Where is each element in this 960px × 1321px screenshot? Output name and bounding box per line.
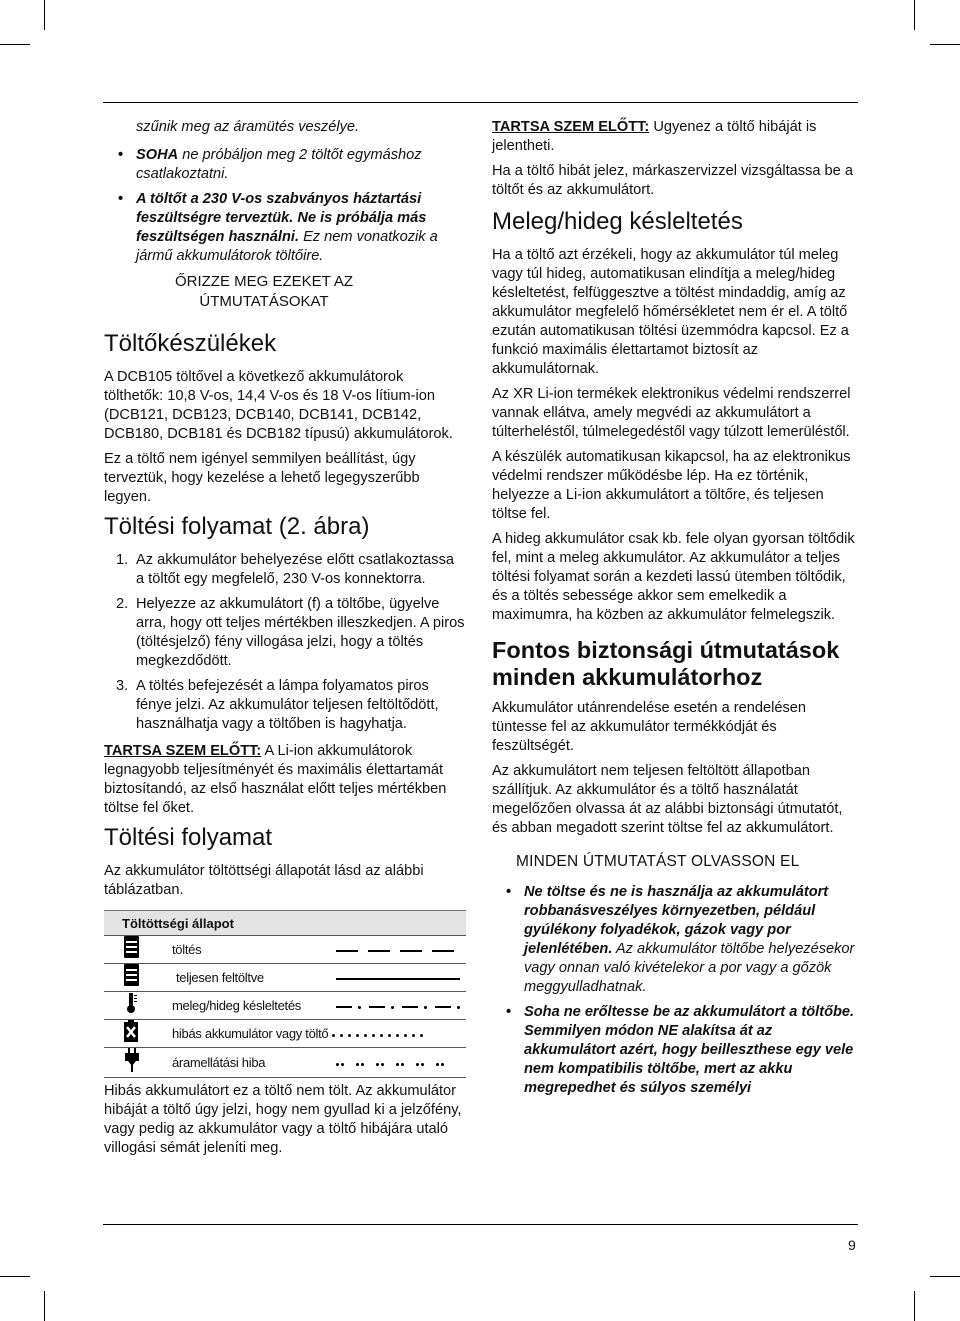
crop-mark [930,44,960,45]
list-item: • Soha ne erőltesse be az akkumulátort a töltőbe. Semmilyen módon NE alakítsa át az akkumulátort azért, hogy beilleszthese egy vele nem kompatibilis töltőbe, mert az akku megrepedhet és súlyos személyi [504,1003,858,1098]
status-label: meleg/hideg késleltetés [172,992,336,1020]
delay-paragraph: A készülék automatikusan kikapcsol, ha az elektronikus védelmi rendszer működésbe lép. Ha ez történik, helyezze a Li-ion akkumulátort a töltőre, és teljesen töltse fel. [492,449,851,522]
charging-procedure-fig-heading: Töltési folyamat (2. ábra) [104,513,370,540]
step-item: 3. A töltés befejezését a lámpa folyamatos piros fénye jelzi. Az akkumulátor teljesen feltöltődött, használhatja vagy a töltőben is hagyhatja. [116,678,439,732]
status-label: töltés [172,936,336,964]
crop-mark [0,1276,30,1277]
status-label: hibás akkumulátor vagy töltő [172,1020,336,1048]
crop-mark [44,1291,45,1321]
left-column [104,118,466,1164]
crop-mark [44,0,45,30]
crop-mark [930,1276,960,1277]
crop-mark [914,0,915,30]
charging-procedure-paragraph: Az akkumulátor töltöttségi állapotát lásd az alábbi táblázatban. [104,863,424,898]
note-paragraph: TARTSA SZEM ELŐTT: Ugyenez a töltő hibáját is jelentheti. [492,119,817,154]
delay-paragraph: Az XR Li-ion termékek elektronikus védelmi rendszerrel vannak ellátva, amely megvédi az akkumulátort a túlterheléstől, túlmelegedéstől vagy túlzott lemerüléstől. [492,386,851,440]
charge-status-table [104,910,466,1078]
table-row [104,936,466,964]
status-label: áramellátási hiba [172,1048,336,1078]
note-label: TARTSA SZEM ELŐTT: [492,119,650,135]
list-item: • SOHA ne próbáljon meg 2 töltőt egymáshoz csatlakoztatni. [116,146,466,184]
note-paragraph: TARTSA SZEM ELŐTT: A Li-ion akkumulátorok legnagyobb teljesítményét és maximális élettartamát biztosítandó, az első használat előtt teljes mértékben töltse fel őket. [104,743,447,816]
charging-procedure-heading: Töltési folyamat [104,824,273,851]
battery-charging-icon [124,936,139,958]
right-column [492,118,858,1104]
table-row [104,992,466,1020]
step-item: 2. Helyezze az akkumulátort (f) a töltőbe, ügyelve arra, hogy ott teljes mértékben illeszkedjen. A piros (töltésjelző) fény villogása jelzi, hogy a töltés megkezdődött. [116,596,465,669]
solid-pattern [336,969,460,988]
table-header: Töltöttségi állapot [104,911,466,936]
fault-paragraph: Ha a töltő hibát jelez, márkaszervizzel vizsgáltassa be a töltőt és az akkumulátort. [492,163,853,198]
table-row [104,1020,466,1048]
delay-paragraph: A hideg akkumulátor csak kb. fele olyan gyorsan töltődik fel, mint a meleg akkumulátor. Az akkumulátor a teljes töltési folyamat során a kezdeti lassú ütemben töltődik, és a töltés sebessége akkor sem emelkedik a maximumra, ha közben az akkumulátor felmelegszik. [492,531,855,623]
fast-blink-pattern [332,1025,428,1044]
chargers-heading: Töltőkészülékek [104,330,277,357]
double-blink-pattern [336,1054,449,1073]
top-rule [103,102,858,103]
blink-pattern [336,997,465,1016]
step-item: 1. Az akkumulátor behelyezése előtt csatlakoztassa a töltőt egy megfelelő, 230 V-os konnektorra. [116,552,454,587]
safety-paragraph: Az akkumulátort nem teljesen feltöltött állapotban szállítjuk. Az akkumulátor és a töltő használatát megelőzően olvassa át az alábbi biztonsági útmutatót, és abban megadott szerint töltse fel az akkumulátort. [492,763,843,836]
hot-cold-delay-heading: Meleg/hideg késleltetés [492,208,743,235]
read-all-heading: MINDEN ÚTMUTATÁST OLVASSON EL [516,853,800,870]
chargers-paragraph-2: Ez a töltő nem igényel semmilyen beállítást, úgy terveztük, hogy kezelése a lehető legegyszerűbb legyen. [104,451,420,505]
crop-mark [914,1291,915,1321]
safety-heading: Fontos biztonsági útmutatások minden akkumulátorhoz [492,637,840,690]
bottom-rule [103,1224,858,1225]
page-number: 9 [848,1237,856,1253]
battery-full-icon [124,964,139,986]
chargers-paragraph: A DCB105 töltővel a következő akkumulátorok tölthetők: 10,8 V-os, 14,4 V-os és 18 V-os lítium-ion (DCB121, DCB123, DCB140, DCB141, DCB142, DCB180, DCB181 és DCB182 típusú) akkumulátorok. [104,369,453,442]
table-row [104,964,466,992]
list-item: • A töltőt a 230 V-os szabványos háztartási feszültségre terveztük. Ne is próbálja más feszültségen használni. Ez nem vonatkozik a jármű akkumulátorok töltőire. [116,190,466,266]
safety-paragraph: Akkumulátor utánrendelése esetén a rendelésen tüntesse fel az akkumulátor termékkódját és feszültségét. [492,700,806,754]
list-item: • Ne töltse és ne is használja az akkumulátort robbanásveszélyes környezetben, például gyúlékony folyadékok, gázok vagy por jelenlétében. Az akkumulátor töltőbe helyezésekor vagy onnan való kivételekor a por vagy a gőzök meggyulladhatnak. [504,883,858,997]
table-row [104,1048,466,1078]
crop-mark [0,44,30,45]
status-label: teljesen feltöltve [172,964,336,992]
delay-paragraph: Ha a töltő azt érzékeli, hogy az akkumulátor túl meleg vagy túl hideg, automatikusan elindítja a meleg/hideg késleltetést, felfüggesztve a töltést mindaddig, amíg az akkumulátor megfelelő hőmérsékletet nem ér el. A töltő ezután automatikusan töltési üzemmódra kapcsol. Ez a funkció maximális élettartamot biztosít az akkumulátornak. [492,247,849,377]
note-label: TARTSA SZEM ELŐTT: [104,743,262,759]
blink-pattern [336,941,464,960]
power-plug-icon [124,1048,140,1072]
thermometer-icon [124,992,138,1014]
after-table-paragraph: Hibás akkumulátort ez a töltő nem tölt. Az akkumulátor hibáját a töltő úgy jelzi, hogy nem gyullad ki a jelzőfény, vagy pedig az akkumulátor vagy a töltő hibájára utaló villogási sémát jeleníti meg. [104,1083,462,1156]
keep-instructions-heading: ŐRIZZE MEG EZEKET AZ ÚTMUTATÁSOKAT [174,273,354,310]
battery-fault-icon [124,1020,138,1042]
intro-text: szűnik meg az áramütés veszélye. [136,119,360,135]
